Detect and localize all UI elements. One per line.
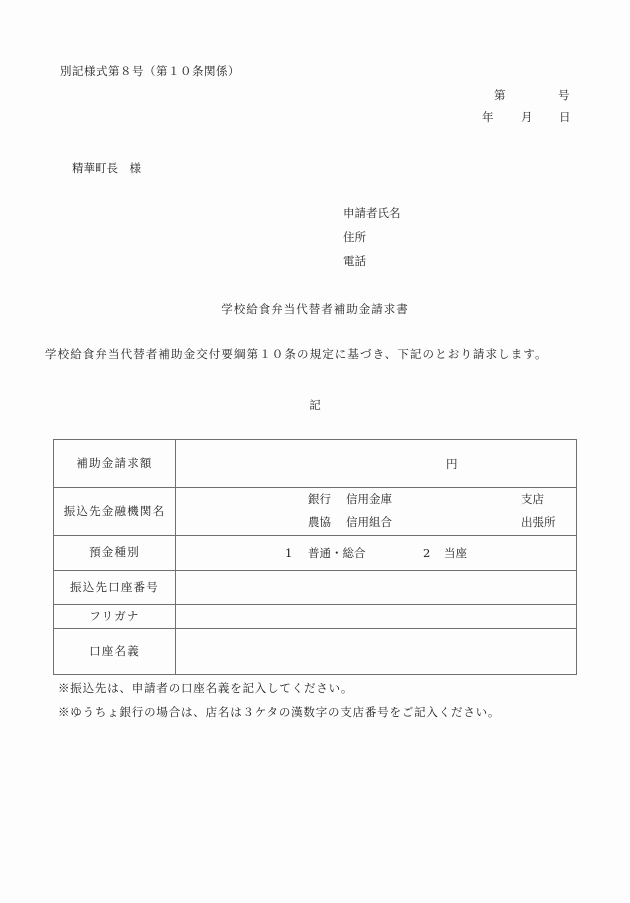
deposit-type-field — [176, 536, 577, 571]
applicant-name-label: 申請者氏名 — [343, 206, 401, 220]
date-day: 日 — [559, 110, 571, 124]
deposit-option-1-number[interactable]: 1 — [285, 546, 293, 560]
applicant-phone-label: 電話 — [343, 254, 366, 268]
account-number-label: 振込先口座番号 — [54, 571, 176, 605]
date-year: 年 — [482, 110, 494, 124]
account-holder-field[interactable] — [176, 629, 577, 675]
branch-type-shiten: 支店 — [521, 492, 544, 506]
table-row-amount — [54, 440, 577, 488]
applicant-address-label: 住所 — [343, 230, 366, 244]
request-form-table — [53, 439, 577, 675]
amount-label: 補助金請求額 — [54, 440, 176, 488]
bank-label: 振込先金融機関名 — [54, 488, 176, 536]
table-row-deposit-type — [54, 536, 577, 571]
ki-heading: 記 — [309, 398, 321, 412]
bank-type-shinkin: 信用金庫 — [346, 492, 392, 506]
branch-type-shutchosho: 出張所 — [521, 515, 556, 529]
account-number-field[interactable] — [176, 571, 577, 605]
body-text: 学校給食弁当代替者補助金交付要綱第１０条の規定に基づき、下記のとおり請求します。 — [45, 347, 548, 361]
form-number: 別記様式第８号（第１０条関係） — [60, 64, 240, 78]
date-month: 月 — [521, 110, 533, 124]
table-row-account-number — [54, 571, 577, 605]
yen-unit: 円 — [446, 457, 458, 471]
deposit-option-2-current[interactable]: 当座 — [444, 546, 467, 560]
table-row-bank — [54, 488, 577, 536]
account-holder-label: 口座名義 — [54, 629, 176, 675]
amount-field[interactable] — [176, 440, 577, 488]
addressee: 精華町長 様 — [72, 161, 141, 175]
deposit-type-label: 預金種別 — [54, 536, 176, 571]
document-title: 学校給食弁当代替者補助金請求書 — [221, 302, 409, 316]
deposit-option-1-ordinary[interactable]: 普通・総合 — [308, 546, 366, 560]
bank-type-nokyo: 農協 — [308, 515, 331, 529]
furigana-field[interactable] — [176, 605, 577, 629]
note-2: ※ゆうちょ銀行の場合は、店名は３ケタの漢数字の支店番号をご記入ください。 — [58, 705, 501, 719]
bank-type-bank: 銀行 — [308, 492, 331, 506]
table-row-account-holder — [54, 629, 577, 675]
bank-field[interactable] — [176, 488, 577, 536]
doc-number-suffix: 号 — [558, 88, 570, 102]
note-1: ※振込先は、申請者の口座名義を記入してください。 — [58, 681, 354, 695]
table-row-furigana — [54, 605, 577, 629]
deposit-option-2-number[interactable]: 2 — [423, 546, 431, 560]
doc-number-prefix: 第 — [494, 88, 506, 102]
furigana-label: フリガナ — [54, 605, 176, 629]
bank-type-shinkumi: 信用組合 — [346, 515, 392, 529]
